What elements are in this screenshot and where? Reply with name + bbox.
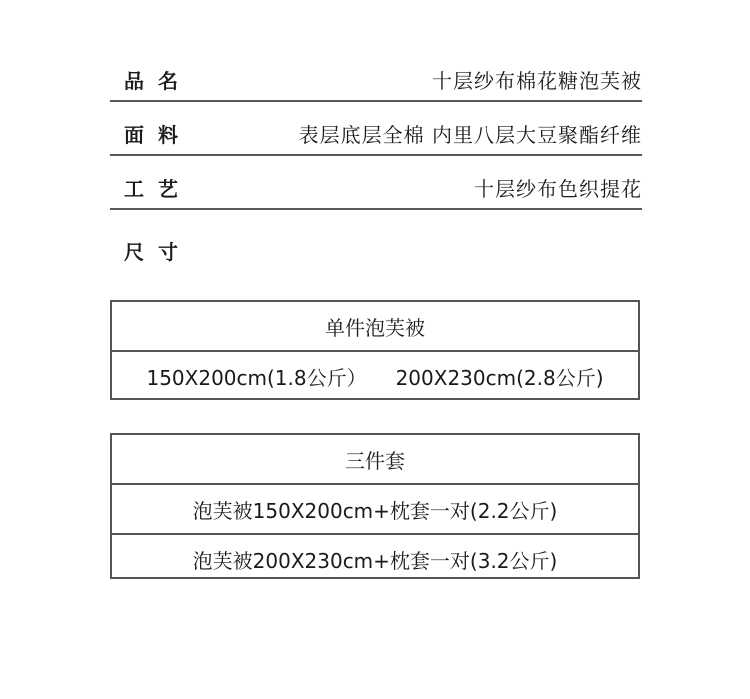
single-quilt-table [110,300,640,400]
three-piece-set-table [110,433,640,579]
spec-label: 工艺 [124,177,192,201]
spec-row-fabric [110,110,642,156]
spec-label: 面料 [124,123,192,147]
spec-label: 品名 [124,69,192,93]
spec-value: 十层纱布棉花糖泡芙被 [432,69,642,93]
spec-value: 表层底层全棉 内里八层大豆聚酯纤维 [298,123,642,147]
set-option: 泡芙被200X230cm+枕套一对(3.2公斤) [112,533,638,583]
size-option: 200X230cm(2.8公斤) [395,365,604,390]
spec-row-craft [110,164,642,210]
set-title: 三件套 [345,448,405,473]
size-label: 尺寸 [124,240,192,264]
single-quilt-title: 单件泡芙被 [325,315,425,340]
size-option: 150X200cm(1.8公斤） [146,365,367,390]
spec-value: 十层纱布色织提花 [474,177,642,201]
single-quilt-sizes [112,350,638,400]
set-option: 泡芙被150X200cm+枕套一对(2.2公斤) [112,483,638,533]
spec-row-name [110,56,642,102]
